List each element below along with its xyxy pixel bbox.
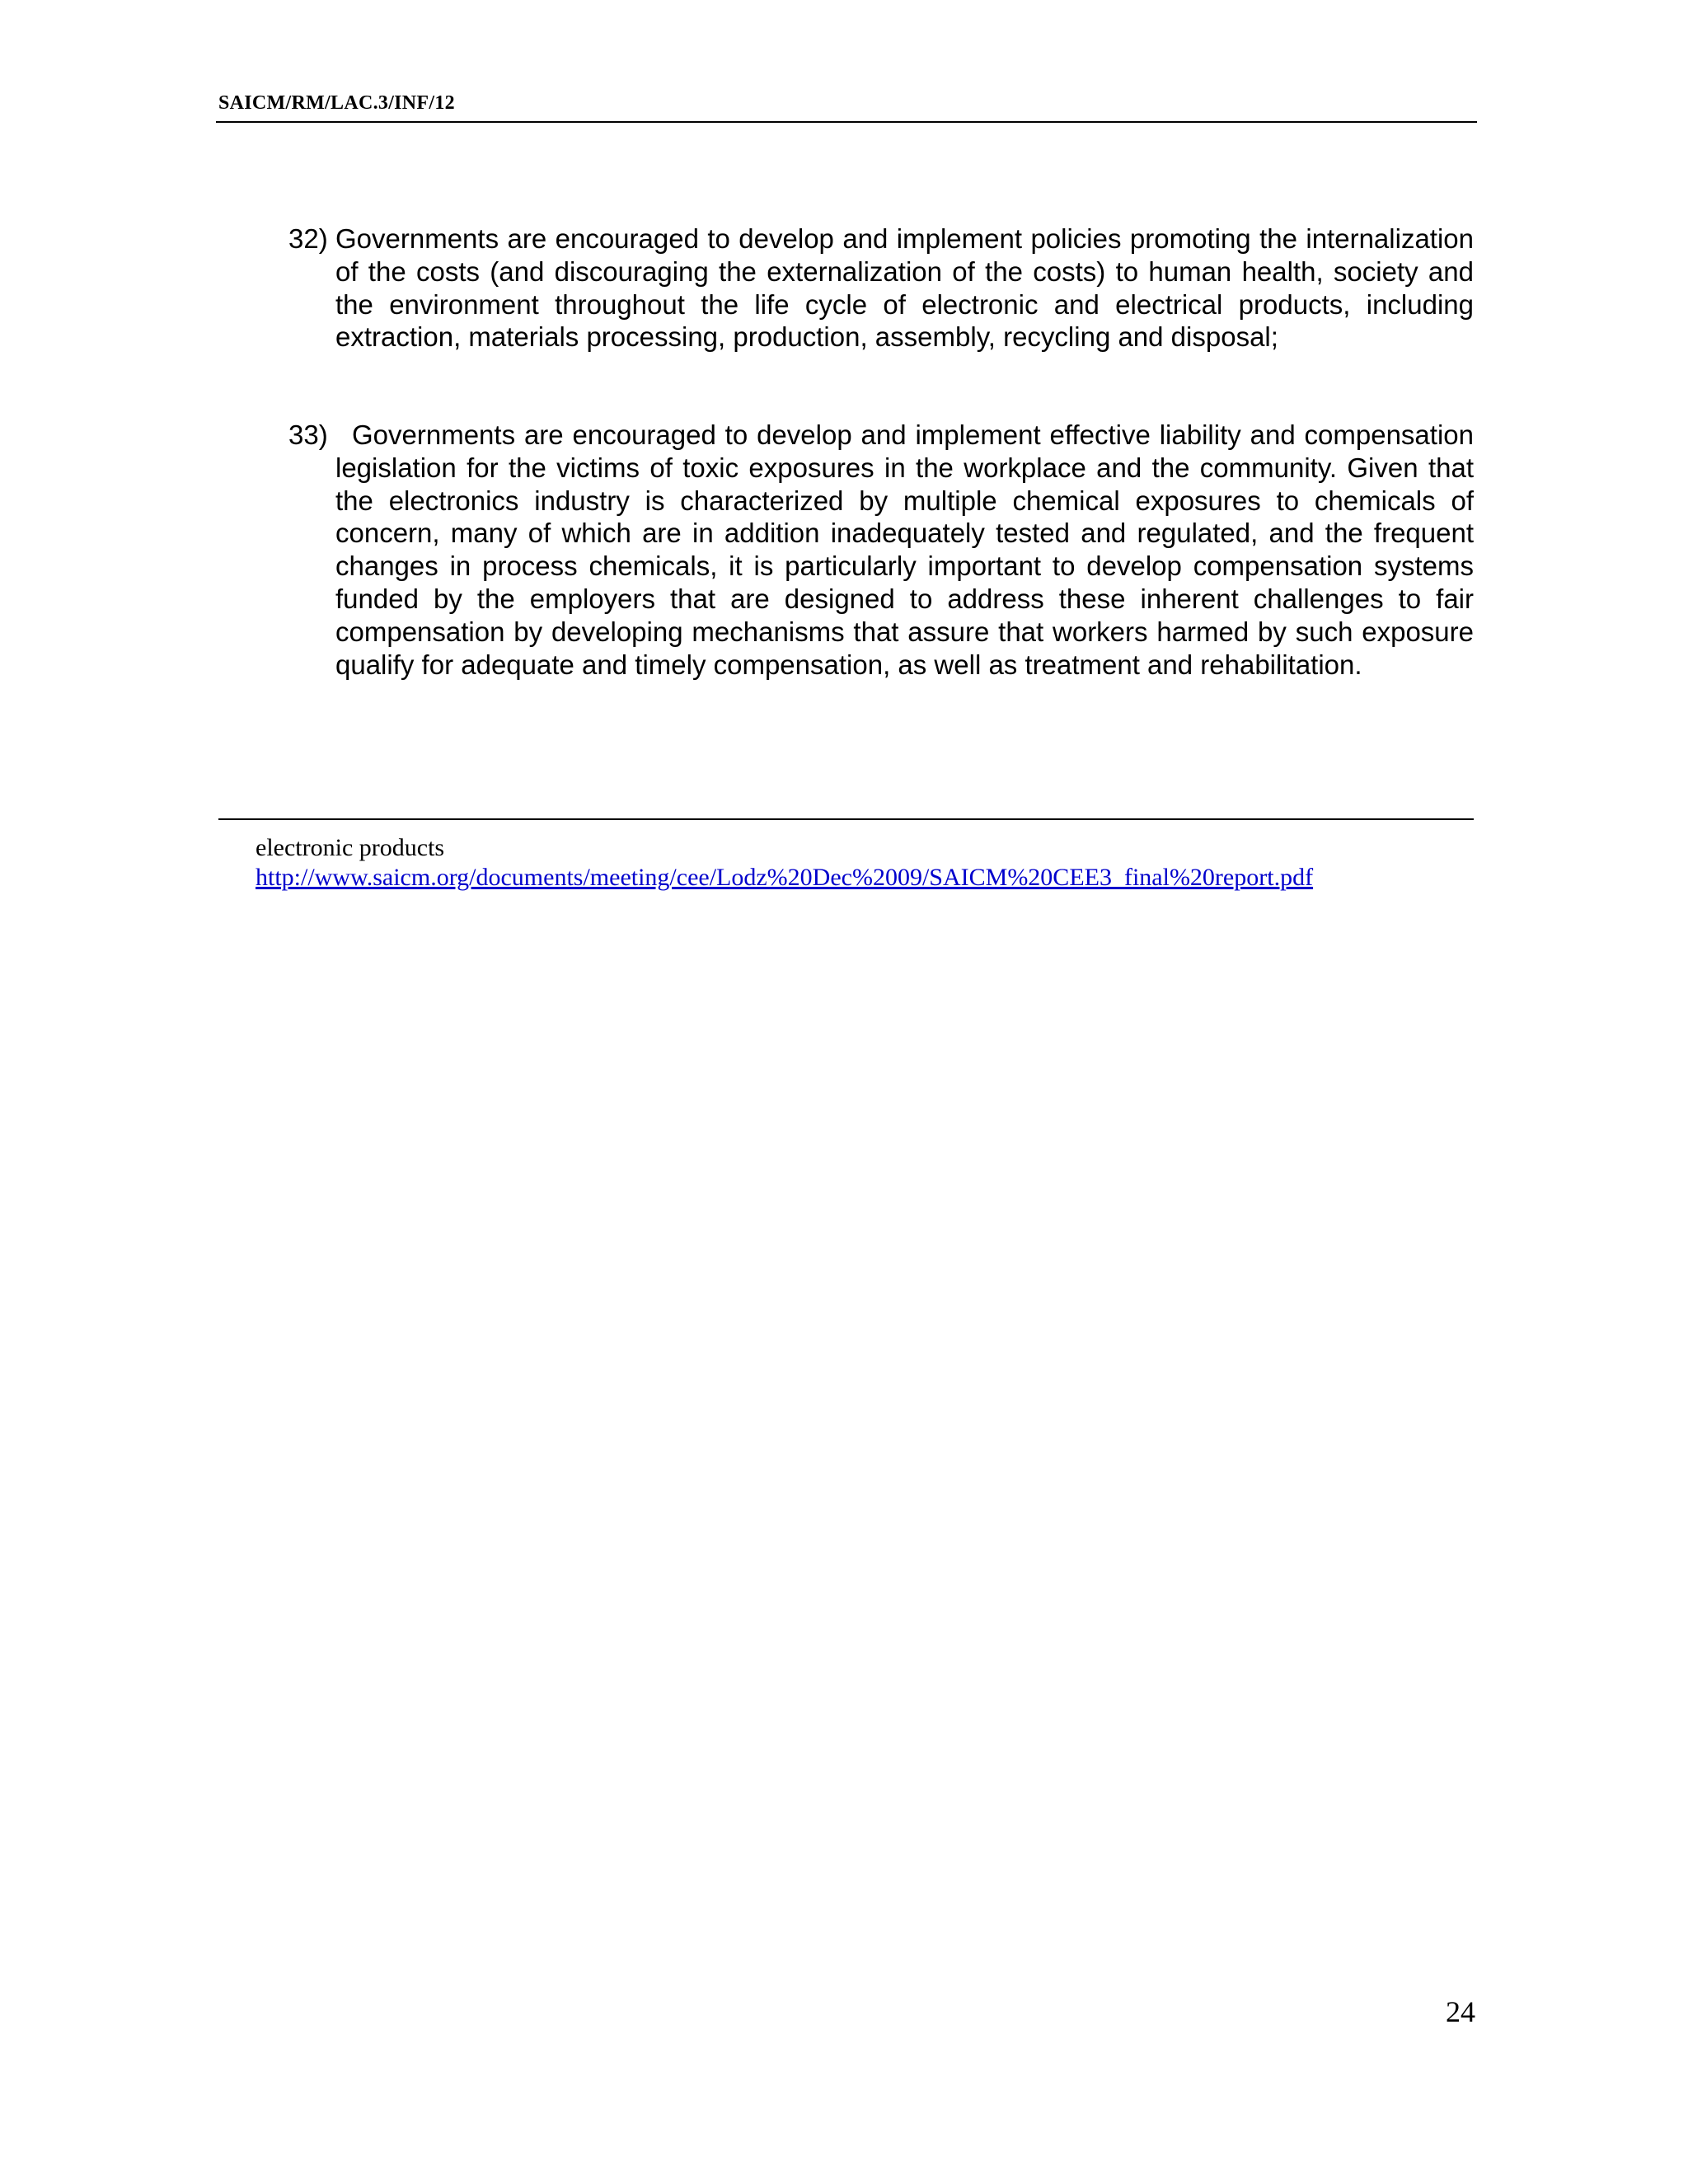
paragraph-32 xyxy=(288,223,1474,354)
footnote-text: electronic products xyxy=(256,834,445,861)
paragraph-number: 33) xyxy=(288,419,328,450)
document-code: SAICM/RM/LAC.3/INF/12 xyxy=(218,92,455,114)
paragraph-text: Governments are encouraged to develop and implement effective liability and compensation legislation for the victims of toxic exposures in the workplace and the community. Given that the electronics industry is characterized by multiple chemical exposures to chemicals of concern, many of which are in addition inadequately tested and regulated, and the frequent changes in process chemicals, it is particularly important to develop compensation systems funded by the employers that are designed to address these inherent challenges to fair compensation by developing mechanisms that assure that workers harmed by such exposure qualify for adequate and timely compensation, as well as treatment and rehabilitation. xyxy=(335,419,1474,680)
page-number: 24 xyxy=(1446,1995,1475,2028)
paragraph-number: 32) xyxy=(288,223,328,254)
paragraph-text: Governments are encouraged to develop and implement policies promoting the internalization of the costs (and discouraging the externalization of the costs) to human health, society and the environment throughout the life cycle of electronic and electrical products, including extraction, materials processing, production, assembly, recycling and disposal; xyxy=(335,223,1474,353)
header-divider xyxy=(216,121,1477,123)
footnote-link[interactable]: http://www.saicm.org/documents/meeting/cee/Lodz%20Dec%2009/SAICM%20CEE3_final%20report.pdf xyxy=(256,864,1314,891)
footnote-divider xyxy=(218,818,1474,820)
paragraph-33 xyxy=(288,419,1474,681)
